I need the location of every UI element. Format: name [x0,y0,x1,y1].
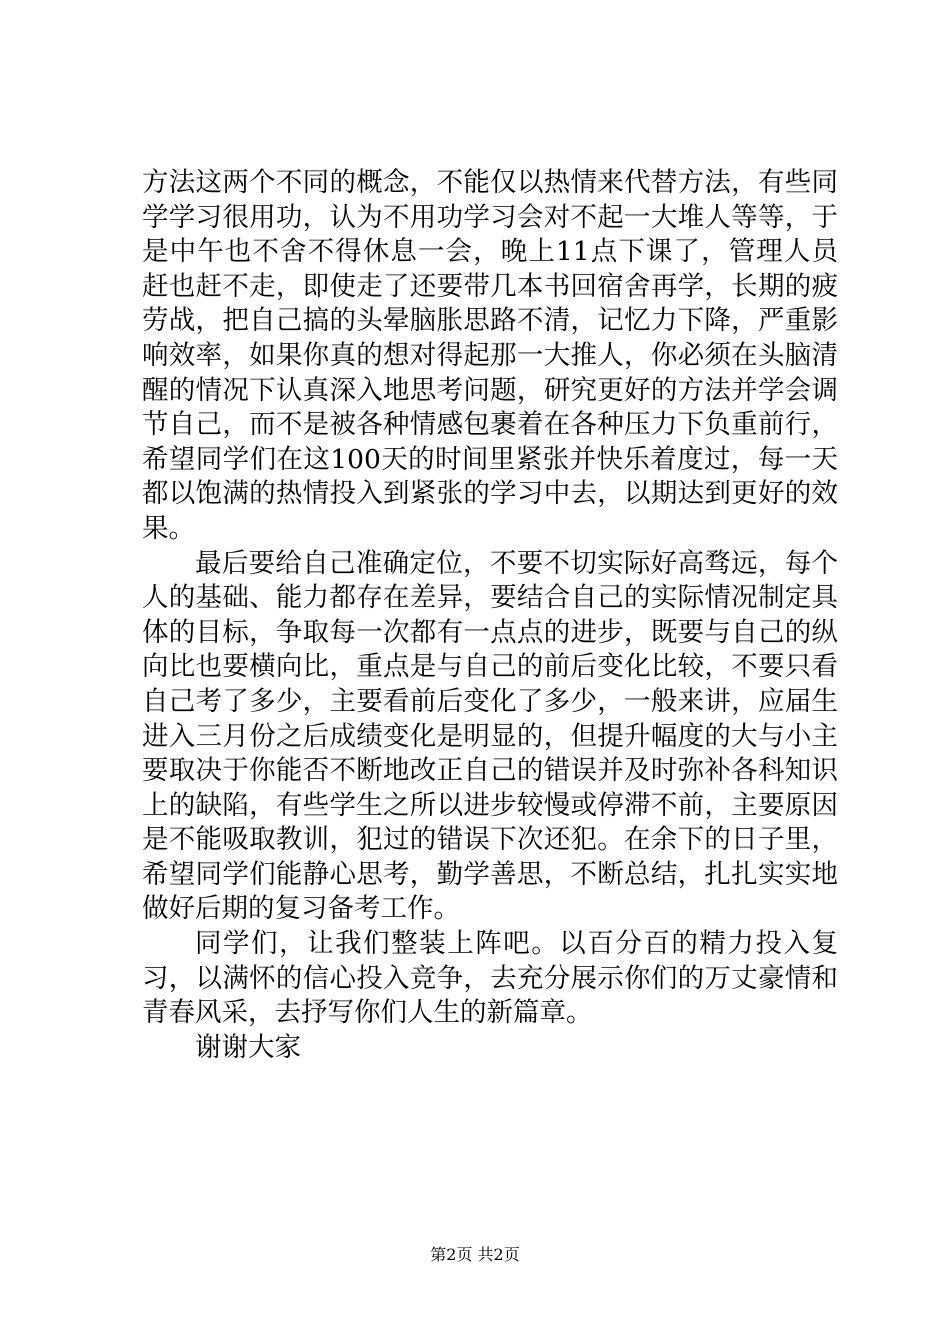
page-number-label: 第2页 共2页 [430,1245,520,1264]
body-paragraph-1: 方法这两个不同的概念，不能仅以热情来代替方法，有些同学学习很用功，认为不用功学习会对不起一大堆人等等，于是中午也不舍不得休息一会，晚上11点下课了，管理人员赶也赶不走，即使走了还要带几本书回宿舍再学，长期的疲劳战，把自己搞的头晕脑胀思路不清，记忆力下降，严重影响效率，如果你真的想对得起那一大推人，你必须在头脑清醒的情况下认真深入地思考问题，研究更好的方法并学会调节自己，而不是被各种情感包裹着在各种压力下负重前行，希望同学们在这100天的时间里紧张并快乐着度过，每一天都以饱满的热情投入到紧张的学习中去，以期达到更好的效果。 [142,167,838,544]
body-paragraph-3: 同学们，让我们整装上阵吧。以百分百的精力投入复习，以满怀的信心投入竞争，去充分展示你们的万丈豪情和青春风采，去抒写你们人生的新篇章。 [142,928,838,1029]
document-body [142,166,838,1065]
closing-line: 谢谢大家 [195,1031,301,1063]
page-footer [0,1244,950,1266]
body-paragraph-2: 最后要给自己准确定位，不要不切实际好高骛远，每个人的基础、能力都存在差异，要结合自己的实际情况制定具体的目标，争取每一次都有一点点的进步，既要与自己的纵向比也要横向比，重点是与自己的前后变化比较，不要只看自己考了多少，主要看前后变化了多少，一般来讲，应届生进入三月份之后成绩变化是明显的，但提升幅度的大与小主要取决于你能否不断地改正自己的错误并及时弥补各科知识上的缺陷，有些学生之所以进步较慢或停滞不前，主要原因是不能吸取教训，犯过的错误下次还犯。在余下的日子里，希望同学们能静心思考，勤学善思，不断总结，扎扎实实地做好后期的复习备考工作。 [142,547,838,925]
